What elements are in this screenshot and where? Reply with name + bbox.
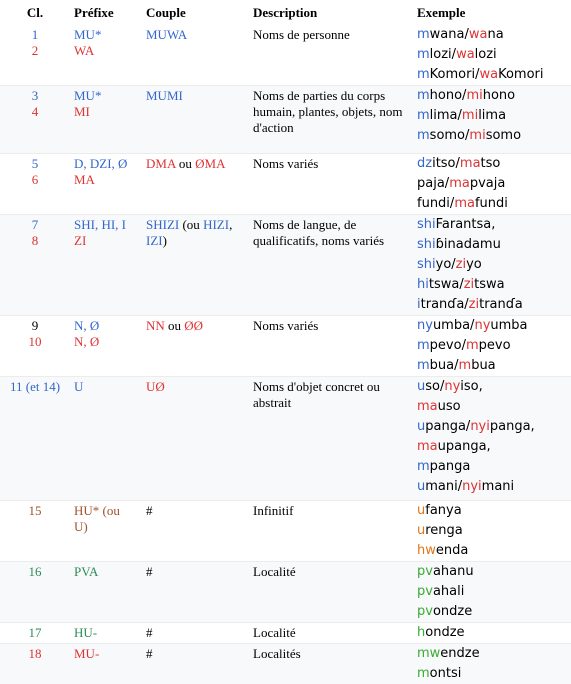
text-segment: ondze bbox=[425, 625, 464, 640]
class-number bbox=[0, 172, 70, 188]
text-segment: hw bbox=[417, 543, 436, 558]
prefix-cell bbox=[70, 25, 142, 86]
couple-value bbox=[146, 564, 249, 580]
text-segment: endze bbox=[440, 646, 479, 661]
header-description: Description bbox=[249, 0, 413, 25]
class-cell bbox=[0, 623, 70, 644]
prefix-cell bbox=[70, 86, 142, 154]
prefix-cell bbox=[70, 377, 142, 501]
text-segment: ma bbox=[460, 156, 481, 171]
prefix-value bbox=[74, 104, 142, 120]
prefix-value bbox=[74, 88, 142, 104]
description-cell: Localité bbox=[249, 623, 413, 644]
prefix-value bbox=[74, 217, 142, 233]
text-segment: paja/ bbox=[417, 176, 449, 191]
text-segment: UØ bbox=[146, 379, 165, 394]
couple-value bbox=[146, 318, 249, 334]
text-segment: m bbox=[417, 128, 430, 143]
text-segment: hono bbox=[483, 88, 515, 103]
text-segment: wana/ bbox=[430, 27, 469, 42]
text-segment: ZI bbox=[74, 233, 86, 248]
class-number bbox=[0, 564, 70, 580]
description-cell: Noms variés bbox=[249, 154, 413, 215]
text-segment: mi bbox=[469, 128, 485, 143]
text-segment: MU- bbox=[74, 646, 99, 661]
text-segment: ma bbox=[454, 196, 475, 211]
example-word bbox=[417, 602, 571, 622]
text-segment: zi bbox=[469, 297, 479, 312]
text-segment: i bbox=[417, 297, 421, 312]
text-segment: fundi/ bbox=[417, 196, 454, 211]
prefix-value bbox=[74, 233, 142, 249]
text-segment: pv bbox=[417, 584, 433, 599]
couple-cell bbox=[142, 377, 249, 501]
couple-value bbox=[146, 379, 249, 395]
text-segment: HU- bbox=[74, 625, 97, 640]
couple-value bbox=[146, 625, 249, 641]
table-row bbox=[0, 154, 571, 215]
text-segment: umba/ bbox=[433, 318, 475, 333]
prefix-value bbox=[74, 519, 142, 535]
text-segment: ØMA bbox=[195, 156, 225, 171]
example-word bbox=[417, 377, 571, 397]
text-segment: bua/ bbox=[430, 358, 459, 373]
text-segment: enda bbox=[436, 543, 468, 558]
prefix-cell bbox=[70, 562, 142, 623]
description-cell: Localités bbox=[249, 644, 413, 684]
text-segment: Komori/ bbox=[430, 67, 480, 82]
prefix-cell bbox=[70, 501, 142, 562]
example-word bbox=[417, 501, 571, 521]
text-segment: lozi/ bbox=[430, 47, 456, 62]
example-word bbox=[417, 664, 571, 684]
text-segment: mi bbox=[462, 108, 478, 123]
text-segment: 7 bbox=[32, 217, 39, 232]
example-word bbox=[417, 215, 571, 235]
example-word bbox=[417, 194, 571, 214]
text-segment: # bbox=[146, 564, 153, 579]
header-couple: Couple bbox=[142, 0, 249, 25]
class-cell bbox=[0, 215, 70, 316]
text-segment: mani/ bbox=[425, 479, 462, 494]
text-segment: u bbox=[417, 503, 425, 518]
text-segment: 18 bbox=[29, 646, 42, 661]
text-segment: 9 bbox=[32, 318, 39, 333]
text-segment: zi bbox=[464, 277, 474, 292]
example-cell bbox=[413, 623, 571, 644]
example-cell bbox=[413, 154, 571, 215]
text-segment: ) bbox=[163, 233, 167, 248]
text-segment: uso bbox=[438, 399, 461, 414]
text-segment: 4 bbox=[32, 104, 39, 119]
text-segment: 11 (et 14) bbox=[10, 379, 60, 394]
description-cell: Infinitif bbox=[249, 501, 413, 562]
prefix-value bbox=[74, 379, 142, 395]
couple-cell bbox=[142, 316, 249, 377]
table-row bbox=[0, 644, 571, 684]
couple-cell bbox=[142, 154, 249, 215]
text-segment: # bbox=[146, 625, 153, 640]
table-body bbox=[0, 25, 571, 684]
table-row bbox=[0, 86, 571, 154]
example-cell bbox=[413, 215, 571, 316]
header-prefix: Préfixe bbox=[70, 0, 142, 25]
example-word bbox=[417, 45, 571, 65]
couple-cell bbox=[142, 501, 249, 562]
description-cell: Noms d'objet concret ou abstrait bbox=[249, 377, 413, 501]
table-row bbox=[0, 501, 571, 562]
example-word bbox=[417, 65, 571, 85]
text-segment: U bbox=[74, 379, 83, 394]
text-segment: N, Ø bbox=[74, 334, 99, 349]
example-cell bbox=[413, 316, 571, 377]
text-segment: iso, bbox=[460, 379, 482, 394]
text-segment: m bbox=[417, 27, 430, 42]
example-word bbox=[417, 275, 571, 295]
text-segment: 15 bbox=[29, 503, 42, 518]
prefix-cell bbox=[70, 154, 142, 215]
example-word bbox=[417, 106, 571, 126]
class-cell bbox=[0, 377, 70, 501]
example-word bbox=[417, 562, 571, 582]
couple-value bbox=[146, 88, 249, 104]
prefix-value bbox=[74, 334, 142, 350]
text-segment: fundi bbox=[475, 196, 508, 211]
table-row bbox=[0, 215, 571, 316]
text-segment: U) bbox=[74, 519, 88, 534]
text-segment: mi bbox=[466, 88, 482, 103]
text-segment: m bbox=[417, 108, 430, 123]
table-row bbox=[0, 316, 571, 377]
text-segment: MUWA bbox=[146, 27, 187, 42]
text-segment: u bbox=[417, 523, 425, 538]
text-segment: tso bbox=[481, 156, 501, 171]
example-word bbox=[417, 582, 571, 602]
header-example: Exemple bbox=[413, 0, 571, 25]
example-word bbox=[417, 521, 571, 541]
table-row bbox=[0, 623, 571, 644]
class-number bbox=[0, 217, 70, 233]
couple-cell bbox=[142, 562, 249, 623]
text-segment: h bbox=[417, 625, 425, 640]
text-segment: dz bbox=[417, 156, 432, 171]
text-segment: pvaja bbox=[470, 176, 506, 191]
example-cell bbox=[413, 501, 571, 562]
description-cell: Noms variés bbox=[249, 316, 413, 377]
class-cell bbox=[0, 316, 70, 377]
text-segment: panga, bbox=[490, 419, 535, 434]
text-segment: upanga, bbox=[438, 439, 491, 454]
couple-value bbox=[146, 646, 249, 662]
example-word bbox=[417, 417, 571, 437]
text-segment: ou bbox=[176, 156, 196, 171]
couple-value bbox=[146, 27, 249, 43]
text-segment: u bbox=[417, 419, 425, 434]
prefix-value bbox=[74, 27, 142, 43]
example-word bbox=[417, 397, 571, 417]
class-cell bbox=[0, 562, 70, 623]
class-cell bbox=[0, 86, 70, 154]
text-segment: DMA bbox=[146, 156, 176, 171]
header-class: Cl. bbox=[0, 0, 70, 25]
example-word bbox=[417, 25, 571, 45]
text-segment: itso/ bbox=[432, 156, 460, 171]
class-number bbox=[0, 27, 70, 43]
text-segment: ma bbox=[417, 439, 438, 454]
example-word bbox=[417, 316, 571, 336]
prefix-value bbox=[74, 172, 142, 188]
text-segment: ou bbox=[165, 318, 185, 333]
class-number bbox=[0, 625, 70, 641]
text-segment: pv bbox=[417, 604, 433, 619]
text-segment: m bbox=[417, 338, 430, 353]
text-segment: somo/ bbox=[430, 128, 470, 143]
text-segment: 1 bbox=[32, 27, 39, 42]
text-segment: ontsi bbox=[430, 666, 462, 681]
text-segment: ny bbox=[444, 379, 460, 394]
description-cell: Noms de parties du corps humain, plantes, objets, nom d'action bbox=[249, 86, 413, 154]
text-segment: fanya bbox=[425, 503, 461, 518]
text-segment: umba bbox=[490, 318, 527, 333]
text-segment: WA bbox=[74, 43, 94, 58]
text-segment: Farantsa, bbox=[436, 217, 496, 232]
text-segment: m bbox=[417, 67, 430, 82]
couple-cell bbox=[142, 86, 249, 154]
text-segment: SHI, HI, I bbox=[74, 217, 126, 232]
text-segment: ma bbox=[417, 399, 438, 414]
text-segment: zi bbox=[456, 257, 466, 272]
text-segment: tranɗa bbox=[479, 297, 523, 312]
text-segment: 6 bbox=[32, 172, 39, 187]
text-segment: hono/ bbox=[430, 88, 467, 103]
text-segment: MA bbox=[74, 172, 95, 187]
text-segment: panga bbox=[430, 459, 471, 474]
text-segment: m bbox=[417, 459, 430, 474]
text-segment: m bbox=[459, 358, 472, 373]
couple-cell bbox=[142, 623, 249, 644]
prefix-value bbox=[74, 43, 142, 59]
class-number bbox=[0, 334, 70, 350]
text-segment: pevo bbox=[479, 338, 511, 353]
example-word bbox=[417, 174, 571, 194]
text-segment: yo/ bbox=[436, 257, 456, 272]
text-segment: 3 bbox=[32, 88, 39, 103]
text-segment: mw bbox=[417, 646, 440, 661]
prefix-cell bbox=[70, 316, 142, 377]
class-number bbox=[0, 379, 70, 395]
text-segment: 2 bbox=[32, 43, 39, 58]
text-segment: shi bbox=[417, 257, 436, 272]
text-segment: Komori bbox=[498, 67, 543, 82]
text-segment: mani bbox=[482, 479, 514, 494]
text-segment: N, Ø bbox=[74, 318, 99, 333]
class-number bbox=[0, 233, 70, 249]
table-row bbox=[0, 562, 571, 623]
example-word bbox=[417, 255, 571, 275]
class-cell bbox=[0, 501, 70, 562]
text-segment: ondze bbox=[433, 604, 472, 619]
prefix-cell bbox=[70, 623, 142, 644]
text-segment: IZI bbox=[146, 233, 163, 248]
text-segment: u bbox=[417, 379, 425, 394]
text-segment: SHIZI bbox=[146, 217, 179, 232]
text-segment: m bbox=[417, 47, 430, 62]
text-segment: shi bbox=[417, 237, 436, 252]
text-segment: 17 bbox=[29, 625, 42, 640]
table-header-row bbox=[0, 0, 571, 25]
text-segment: ɓinadamu bbox=[436, 237, 501, 252]
couple-value bbox=[146, 156, 249, 172]
text-segment: lima bbox=[478, 108, 506, 123]
text-segment: m bbox=[417, 666, 430, 681]
text-segment: MI bbox=[74, 104, 90, 119]
text-segment: 10 bbox=[29, 334, 42, 349]
text-segment: # bbox=[146, 646, 153, 661]
text-segment: 8 bbox=[32, 233, 39, 248]
text-segment: 16 bbox=[29, 564, 42, 579]
text-segment: na bbox=[487, 27, 503, 42]
example-word bbox=[417, 541, 571, 561]
prefix-value bbox=[74, 564, 142, 580]
prefix-value bbox=[74, 318, 142, 334]
text-segment: yo bbox=[466, 257, 482, 272]
example-cell bbox=[413, 25, 571, 86]
text-segment: # bbox=[146, 503, 153, 518]
text-segment: m bbox=[417, 88, 430, 103]
text-segment: ahanu bbox=[433, 564, 474, 579]
class-number bbox=[0, 43, 70, 59]
text-segment: ØØ bbox=[184, 318, 203, 333]
prefix-value bbox=[74, 156, 142, 172]
text-segment: MU* bbox=[74, 88, 101, 103]
text-segment: shi bbox=[417, 217, 436, 232]
couple-cell bbox=[142, 25, 249, 86]
text-segment: panga/ bbox=[425, 419, 470, 434]
class-number bbox=[0, 318, 70, 334]
text-segment: HU* (ou bbox=[74, 503, 120, 518]
description-cell: Localité bbox=[249, 562, 413, 623]
text-segment: lima/ bbox=[430, 108, 462, 123]
text-segment: PVA bbox=[74, 564, 98, 579]
example-word bbox=[417, 235, 571, 255]
text-segment: ahali bbox=[433, 584, 464, 599]
prefix-cell bbox=[70, 215, 142, 316]
example-word bbox=[417, 126, 571, 146]
class-number bbox=[0, 156, 70, 172]
text-segment: nyi bbox=[462, 479, 482, 494]
text-segment: tranɗa/ bbox=[421, 297, 469, 312]
text-segment: MUMI bbox=[146, 88, 183, 103]
text-segment: , bbox=[229, 217, 232, 232]
text-segment: ma bbox=[449, 176, 470, 191]
example-word bbox=[417, 356, 571, 376]
prefix-value bbox=[74, 503, 142, 519]
example-word bbox=[417, 154, 571, 174]
couple-value bbox=[146, 503, 249, 519]
text-segment: HIZI bbox=[203, 217, 229, 232]
class-cell bbox=[0, 644, 70, 684]
text-segment: hi bbox=[417, 277, 429, 292]
example-word bbox=[417, 295, 571, 315]
text-segment: ny bbox=[417, 318, 433, 333]
example-cell bbox=[413, 377, 571, 501]
text-segment: nyi bbox=[470, 419, 490, 434]
class-number bbox=[0, 646, 70, 662]
text-segment: lozi bbox=[475, 47, 497, 62]
class-cell bbox=[0, 154, 70, 215]
example-cell bbox=[413, 644, 571, 684]
example-cell bbox=[413, 86, 571, 154]
text-segment: so/ bbox=[425, 379, 444, 394]
text-segment: 5 bbox=[32, 156, 39, 171]
text-segment: tswa bbox=[474, 277, 504, 292]
text-segment: MU* bbox=[74, 27, 101, 42]
text-segment: ny bbox=[474, 318, 490, 333]
table-row bbox=[0, 25, 571, 86]
text-segment: wa bbox=[456, 47, 475, 62]
prefix-value bbox=[74, 646, 142, 662]
description-cell: Noms de langue, de qualificatifs, noms variés bbox=[249, 215, 413, 316]
text-segment: wa bbox=[469, 27, 488, 42]
prefix-cell bbox=[70, 644, 142, 684]
class-number bbox=[0, 503, 70, 519]
example-word bbox=[417, 477, 571, 497]
text-segment: pv bbox=[417, 564, 433, 579]
text-segment: m bbox=[417, 358, 430, 373]
text-segment: NN bbox=[146, 318, 165, 333]
couple-cell bbox=[142, 644, 249, 684]
example-word bbox=[417, 336, 571, 356]
couple-value bbox=[146, 233, 249, 249]
description-cell: Noms de personne bbox=[249, 25, 413, 86]
text-segment: tswa/ bbox=[429, 277, 464, 292]
text-segment: pevo/ bbox=[430, 338, 466, 353]
text-segment: renga bbox=[425, 523, 463, 538]
example-word bbox=[417, 644, 571, 664]
example-word bbox=[417, 437, 571, 457]
example-word bbox=[417, 457, 571, 477]
text-segment: u bbox=[417, 479, 425, 494]
couple-cell bbox=[142, 215, 249, 316]
example-word bbox=[417, 86, 571, 106]
text-segment: D, DZI, Ø bbox=[74, 156, 127, 171]
class-number bbox=[0, 88, 70, 104]
text-segment: bua bbox=[471, 358, 495, 373]
text-segment: (ou bbox=[179, 217, 203, 232]
text-segment: wa bbox=[479, 67, 498, 82]
example-word bbox=[417, 623, 571, 643]
example-cell bbox=[413, 562, 571, 623]
class-number bbox=[0, 104, 70, 120]
text-segment: m bbox=[466, 338, 479, 353]
class-cell bbox=[0, 25, 70, 86]
table-row bbox=[0, 377, 571, 501]
text-segment: somo bbox=[486, 128, 521, 143]
couple-value bbox=[146, 217, 249, 233]
prefix-value bbox=[74, 625, 142, 641]
